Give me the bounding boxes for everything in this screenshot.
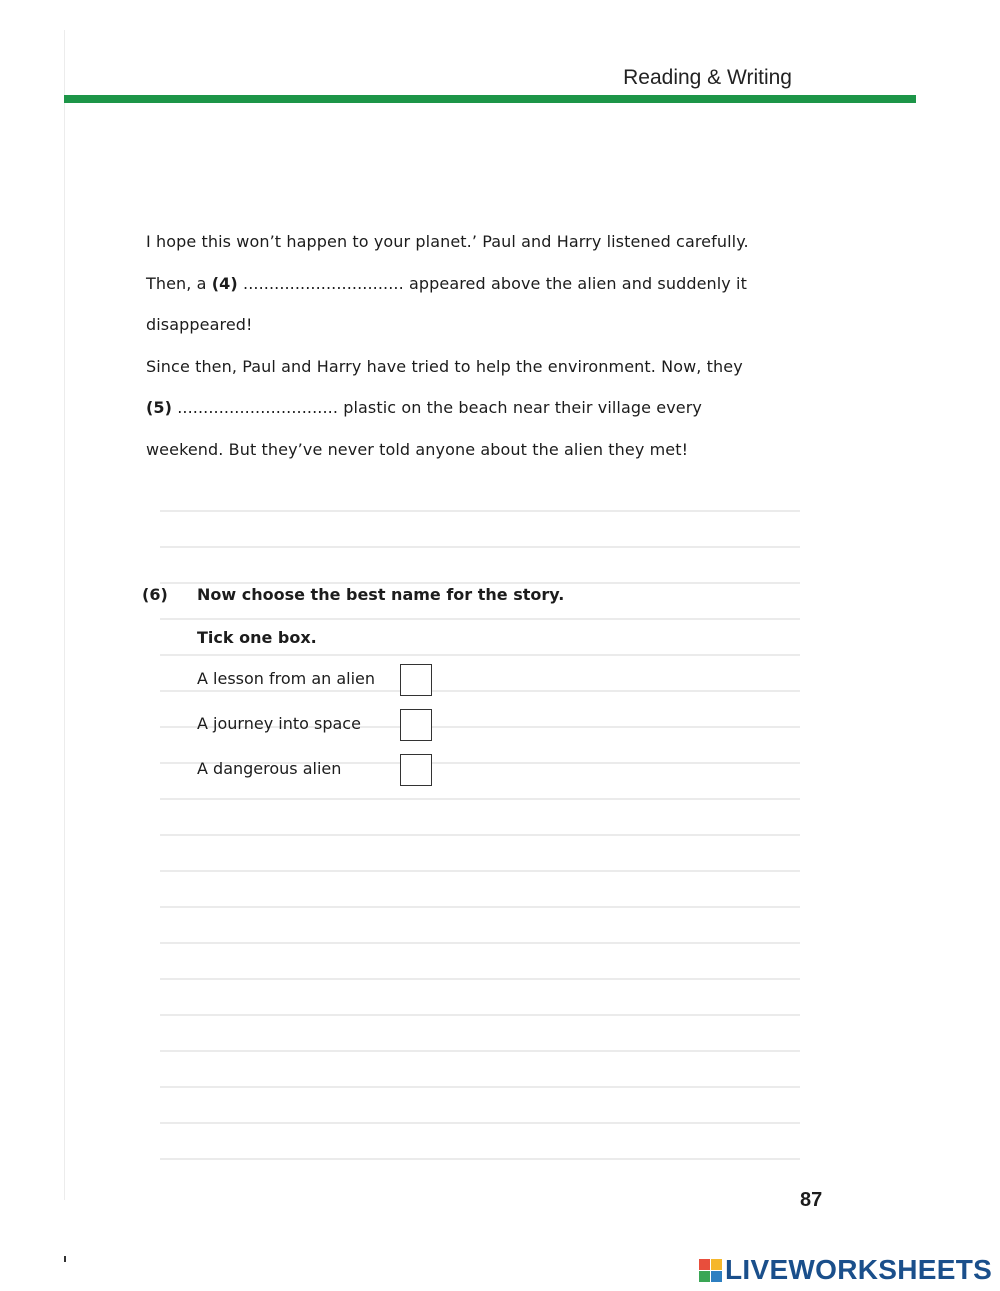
- story-line: [146, 228, 786, 270]
- story-segment: disappeared!: [146, 315, 253, 334]
- bleed-through-background: [160, 510, 800, 1170]
- story-line: [146, 394, 786, 436]
- gap-number: (4): [211, 273, 238, 293]
- story-segment: ............................... appeared above the alien and suddenly it: [237, 273, 747, 293]
- option-checkbox[interactable]: [400, 664, 432, 696]
- header-rule: [64, 95, 916, 103]
- story-segment: ............................... plastic on the beach near their village every: [172, 398, 702, 417]
- question-number: (6): [142, 585, 168, 604]
- option-label: A journey into space: [197, 714, 361, 733]
- option-row: [197, 709, 437, 741]
- story-segment: Then, a: [146, 273, 212, 293]
- story-segment: Since then, Paul and Harry have tried to help the environment. Now, they: [146, 356, 743, 376]
- question-title: Now choose the best name for the story.: [197, 585, 565, 604]
- story-segment: weekend. But they’ve never told anyone about the alien they met!: [146, 439, 689, 459]
- scan-mark: [64, 1256, 66, 1262]
- story-line: [146, 436, 786, 478]
- option-row: [197, 664, 437, 696]
- liveworksheets-brand: [699, 1255, 992, 1285]
- option-row: [197, 754, 437, 786]
- story-segment: I hope this won’t happen to your planet.’ Paul and Harry listened carefully.: [146, 232, 749, 251]
- gap-number: (5): [146, 398, 173, 417]
- option-label: A dangerous alien: [197, 759, 342, 778]
- option-label: A lesson from an alien: [197, 669, 376, 688]
- option-checkbox[interactable]: [400, 754, 432, 786]
- brand-name: LIVEWORKSHEETS: [725, 1254, 993, 1285]
- story-line: [146, 311, 786, 353]
- option-checkbox[interactable]: [400, 709, 432, 741]
- story-line: [146, 270, 786, 312]
- story-line: [146, 353, 786, 395]
- story-text: [146, 228, 786, 477]
- section-title: Reading & Writing: [623, 66, 792, 89]
- page-number: 87: [800, 1189, 823, 1211]
- liveworksheets-logo-icon: [699, 1259, 722, 1282]
- question-instruction: Tick one box.: [197, 628, 317, 647]
